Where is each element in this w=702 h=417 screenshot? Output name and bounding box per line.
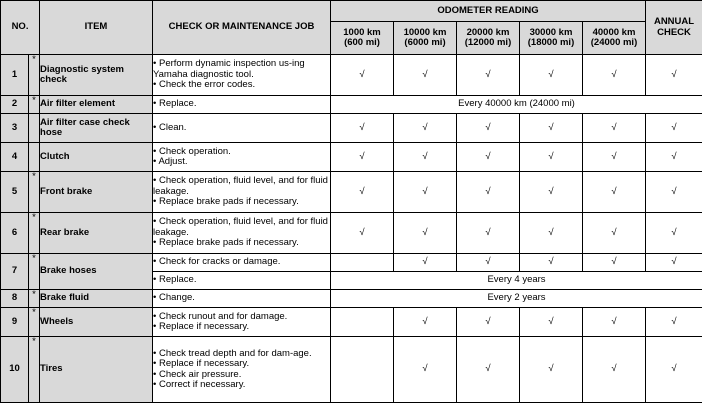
table-row — [1, 308, 702, 337]
header-km-10000: 10000 km (6000 mi) — [394, 22, 457, 55]
check-mark: √ — [520, 337, 583, 403]
item-name: Diagnostic system check — [40, 55, 153, 96]
table-row — [1, 96, 702, 114]
check-mark: √ — [520, 172, 583, 213]
check-mark: √ — [646, 254, 702, 272]
job-cell: • Check tread depth and for dam-age. • Replace if necessary. • Check air pressure. • Correct if necessary. — [153, 337, 331, 403]
row-number: 10 — [1, 337, 29, 403]
row-number: 5 — [1, 172, 29, 213]
item-name: Wheels — [40, 308, 153, 337]
interval-note: Every 40000 km (24000 mi) — [331, 96, 702, 114]
check-mark: √ — [583, 143, 646, 172]
check-mark: √ — [646, 143, 702, 172]
row-number: 4 — [1, 143, 29, 172]
item-name: Brake fluid — [40, 290, 153, 308]
job-cell: • Replace. — [153, 96, 331, 114]
table-row — [1, 290, 702, 308]
check-mark: √ — [457, 114, 520, 143]
header-odometer: ODOMETER READING — [331, 1, 646, 22]
table-row — [1, 213, 702, 254]
check-mark: √ — [457, 143, 520, 172]
table-row — [1, 254, 702, 272]
star-mark: * — [29, 308, 40, 337]
check-mark: √ — [646, 308, 702, 337]
check-mark: √ — [331, 172, 394, 213]
interval-note: Every 4 years — [331, 272, 702, 290]
item-name: Tires — [40, 337, 153, 403]
check-mark: √ — [646, 114, 702, 143]
job-cell: • Check runout and for damage. • Replace if necessary. — [153, 308, 331, 337]
header-km-30000: 30000 km (18000 mi) — [520, 22, 583, 55]
row-number: 3 — [1, 114, 29, 143]
star-mark: * — [29, 254, 40, 290]
job-cell: • Check operation, fluid level, and for fluid leakage. • Replace brake pads if necessary. — [153, 172, 331, 213]
check-mark: √ — [331, 55, 394, 96]
check-mark: √ — [583, 114, 646, 143]
row-number: 6 — [1, 213, 29, 254]
row-number: 1 — [1, 55, 29, 96]
job-cell: • Check for cracks or damage. — [153, 254, 331, 272]
interval-note: Every 2 years — [331, 290, 702, 308]
check-mark: √ — [457, 337, 520, 403]
check-mark: √ — [520, 308, 583, 337]
check-mark: √ — [646, 337, 702, 403]
star-mark: * — [29, 290, 40, 308]
header-km-1000: 1000 km (600 mi) — [331, 22, 394, 55]
check-mark: √ — [394, 114, 457, 143]
header-km-40000: 40000 km (24000 mi) — [583, 22, 646, 55]
star-mark: * — [29, 172, 40, 213]
table-row — [1, 337, 702, 403]
check-mark: √ — [394, 172, 457, 213]
job-cell: • Check operation, fluid level, and for fluid leakage. • Replace brake pads if necessary. — [153, 213, 331, 254]
row-number: 8 — [1, 290, 29, 308]
table-row — [1, 143, 702, 172]
check-mark: √ — [520, 114, 583, 143]
check-mark: √ — [457, 213, 520, 254]
item-name: Air filter case check hose — [40, 114, 153, 143]
check-mark: √ — [583, 55, 646, 96]
check-mark: √ — [394, 55, 457, 96]
table-row — [1, 114, 702, 143]
star-empty — [29, 143, 40, 172]
empty-cell — [331, 308, 394, 337]
check-mark: √ — [520, 143, 583, 172]
star-mark: * — [29, 337, 40, 403]
row-number: 2 — [1, 96, 29, 114]
job-cell: • Check operation. • Adjust. — [153, 143, 331, 172]
item-name: Clutch — [40, 143, 153, 172]
header-job: CHECK OR MAINTENANCE JOB — [153, 1, 331, 55]
star-empty — [29, 114, 40, 143]
check-mark: √ — [583, 308, 646, 337]
item-name: Air filter element — [40, 96, 153, 114]
check-mark: √ — [457, 308, 520, 337]
check-mark: √ — [520, 213, 583, 254]
header-km-20000: 20000 km (12000 mi) — [457, 22, 520, 55]
job-cell: • Perform dynamic inspection us-ing Yamaha diagnostic tool. • Check the error codes. — [153, 55, 331, 96]
check-mark: √ — [394, 213, 457, 254]
item-name: Front brake — [40, 172, 153, 213]
job-cell: • Replace. — [153, 272, 331, 290]
star-mark: * — [29, 213, 40, 254]
item-name: Rear brake — [40, 213, 153, 254]
header-item: ITEM — [40, 1, 153, 55]
empty-cell — [331, 254, 394, 272]
check-mark: √ — [646, 55, 702, 96]
check-mark: √ — [457, 254, 520, 272]
job-cell: • Change. — [153, 290, 331, 308]
check-mark: √ — [457, 172, 520, 213]
header-no: NO. — [1, 1, 40, 55]
check-mark: √ — [394, 143, 457, 172]
check-mark: √ — [394, 337, 457, 403]
check-mark: √ — [394, 308, 457, 337]
check-mark: √ — [520, 55, 583, 96]
check-mark: √ — [520, 254, 583, 272]
check-mark: √ — [583, 213, 646, 254]
check-mark: √ — [457, 55, 520, 96]
check-mark: √ — [583, 172, 646, 213]
row-number: 7 — [1, 254, 29, 290]
table-row — [1, 172, 702, 213]
header-annual: ANNUAL CHECK — [646, 1, 702, 55]
check-mark: √ — [646, 172, 702, 213]
check-mark: √ — [583, 254, 646, 272]
job-cell: • Clean. — [153, 114, 331, 143]
check-mark: √ — [646, 213, 702, 254]
check-mark: √ — [583, 337, 646, 403]
check-mark: √ — [331, 114, 394, 143]
check-mark: √ — [394, 254, 457, 272]
star-mark: * — [29, 96, 40, 114]
star-mark: * — [29, 55, 40, 96]
check-mark: √ — [331, 213, 394, 254]
table-row — [1, 55, 702, 96]
check-mark: √ — [331, 143, 394, 172]
item-name: Brake hoses — [40, 254, 153, 290]
row-number: 9 — [1, 308, 29, 337]
empty-cell — [331, 337, 394, 403]
